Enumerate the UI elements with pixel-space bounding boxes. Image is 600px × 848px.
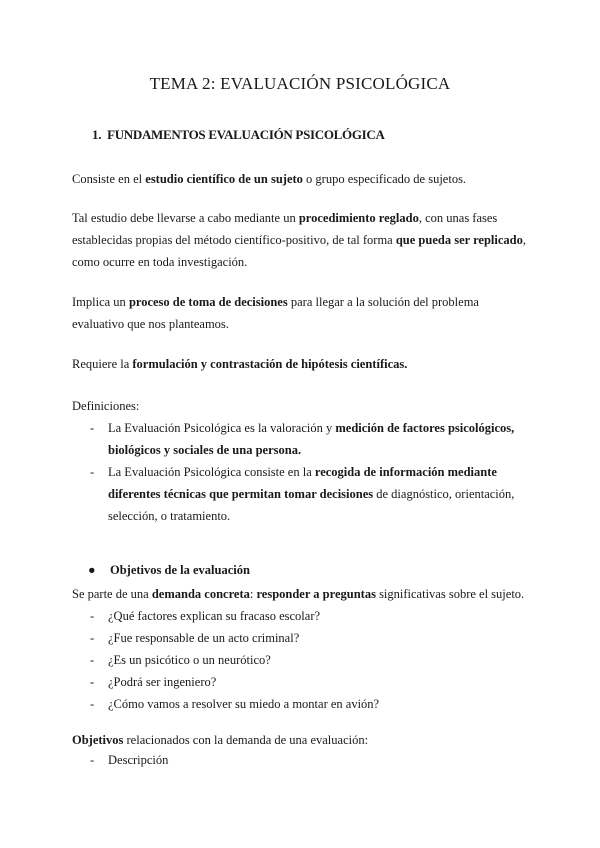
bold-run: formulación y contrastación de hipótesis científicas. [132,357,408,371]
question-text: ¿Cómo vamos a resolver su miedo a montar en avión? [108,697,380,711]
list-item [72,461,532,527]
list-item [72,417,532,461]
bold-run: proceso de toma de decisiones [128,295,288,309]
dash-marker: - [90,675,95,689]
bold-run: procedimiento reglado [298,211,419,225]
section-number: 1. [92,127,102,142]
text-run: para llegar a la solución del problema evaluativo que nos planteamos. [72,295,479,331]
section-heading [92,127,385,143]
dash-marker: - [90,631,95,645]
text-run: , con unas fases establecidas propias del método científico-positivo, de tal forma [72,211,498,247]
text-run: Se parte de una [72,587,152,601]
objetivo-text: Descripción [108,753,169,767]
definiciones-label: Definiciones: [72,399,140,413]
text-run: : [249,587,257,601]
list-item [72,627,532,649]
objetivos-heading-text: Objetivos de la evaluación [110,563,250,577]
question-text: ¿Qué factores explican su fracaso escolar? [108,609,321,623]
bold-run: demanda concreta [151,587,250,601]
paragraph-implica [72,291,532,335]
bullet-icon: ● [88,563,96,577]
paragraph-objetivos-relacionados [72,729,532,751]
text-run: relacionados con la demanda de una evaluación: [123,733,369,747]
text-run: La Evaluación Psicológica es la valoración y [108,421,336,435]
text-run: Tal estudio debe llevarse a cabo mediante un [72,211,299,225]
text-run: Implica un [72,295,129,309]
question-text: ¿Es un psicótico o un neurótico? [108,653,271,667]
section-heading-text: FUNDAMENTOS EVALUACIÓN PSICOLÓGICA [107,127,385,142]
list-item [72,693,532,715]
objetivos-list [72,749,532,771]
bold-run: Objetivos [72,733,124,747]
dash-marker: - [90,697,95,711]
text-run: o grupo especificado de sujetos. [302,172,467,186]
bold-run: estudio científico de un sujeto [145,172,303,186]
paragraph-estudio [72,207,532,273]
definiciones-list [72,417,532,527]
list-item [72,649,532,671]
text-run: significativas sobre el sujeto. [375,587,525,601]
list-item [72,605,532,627]
dash-marker: - [90,609,95,623]
objetivos-heading [88,563,250,578]
questions-list [72,605,532,715]
paragraph-demanda [72,583,532,605]
dash-marker: - [90,465,95,479]
dash-marker: - [90,753,95,767]
paragraph-requiere [72,353,532,375]
bold-run: responder a preguntas [256,587,376,601]
text-run: de diagnóstico, orientación, selección, o tratamiento. [108,487,515,523]
question-text: ¿Podrá ser ingeniero? [108,675,217,689]
dash-marker: - [90,421,95,435]
page-title: TEMA 2: EVALUACIÓN PSICOLÓGICA [149,74,451,93]
list-item [72,749,532,771]
question-text: ¿Fue responsable de un acto criminal? [108,631,300,645]
bold-run: medición de factores psicológicos, biológicos y sociales de una persona. [108,421,515,457]
paragraph-consiste [72,168,532,190]
text-run: , como ocurre en toda investigación. [72,233,526,269]
dash-marker: - [90,653,95,667]
text-run: Requiere la [72,357,133,371]
text-run: Consiste en el [72,172,146,186]
text-run: La Evaluación Psicológica consiste en la [108,465,315,479]
list-item [72,671,532,693]
bold-run: recogida de información mediante diferentes técnicas que permitan tomar decisiones [108,465,497,501]
bold-run: que pueda ser replicado [395,233,523,247]
